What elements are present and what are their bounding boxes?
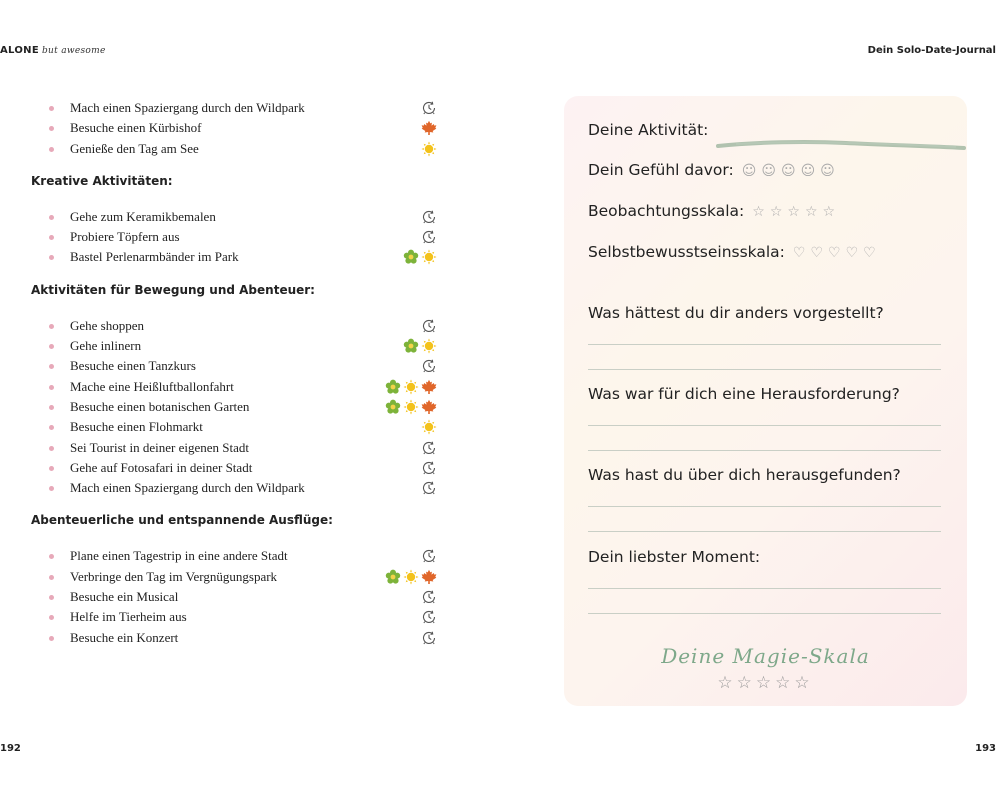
- bullet-dot: [49, 446, 54, 451]
- question-discovered: Was hast du über dich herausgefunden?: [588, 466, 901, 484]
- page-number-left: 192: [0, 743, 21, 754]
- sun-icon: [421, 141, 437, 157]
- bullet-dot: [49, 255, 54, 260]
- section-list: [31, 316, 451, 499]
- star-icon[interactable]: ☆: [794, 673, 814, 693]
- activity-item: [31, 316, 451, 336]
- answer-line[interactable]: [588, 506, 941, 507]
- activity-item: [31, 587, 451, 607]
- season-icons: [371, 459, 437, 477]
- answer-line[interactable]: [588, 450, 941, 451]
- section-title: Abenteuerliche und entspannende Ausflüge:: [31, 513, 333, 528]
- sun-icon: [421, 419, 437, 435]
- season-icons: [371, 208, 437, 226]
- activity-item: [31, 227, 451, 247]
- activity-item: [31, 628, 451, 648]
- clock-icon: [421, 358, 437, 374]
- clock-icon: [421, 318, 437, 334]
- smiley-icon[interactable]: ☺: [800, 162, 816, 179]
- clock-icon: [421, 440, 437, 456]
- activity-text: Probiere Töpfern aus: [70, 229, 180, 245]
- sun-icon: [421, 249, 437, 265]
- page-number-right: 193: [975, 743, 996, 754]
- magic-scale-rating[interactable]: [564, 673, 967, 693]
- season-icons: [371, 140, 437, 158]
- bullet-dot: [49, 126, 54, 131]
- clock-icon: [421, 209, 437, 225]
- star-icon[interactable]: ☆: [822, 203, 836, 220]
- activity-text: Besuche einen Kürbishof: [70, 120, 202, 136]
- clock-icon: [421, 460, 437, 476]
- activity-item: [31, 546, 451, 566]
- activity-item: [31, 118, 451, 138]
- brand-main: ALONE: [0, 45, 39, 56]
- season-icons: [371, 418, 437, 436]
- bullet-dot: [49, 147, 54, 152]
- answer-line[interactable]: [588, 588, 941, 589]
- answer-line[interactable]: [588, 531, 941, 532]
- brush-stroke-line: [716, 138, 966, 152]
- season-icons: [371, 479, 437, 497]
- clock-icon: [421, 609, 437, 625]
- season-icons: [371, 629, 437, 647]
- clock-icon: [421, 589, 437, 605]
- season-icons: [371, 588, 437, 606]
- activity-text: Besuche ein Konzert: [70, 629, 179, 645]
- heart-icon[interactable]: ♡: [828, 244, 841, 261]
- bullet-dot: [49, 385, 54, 390]
- season-icons: [371, 439, 437, 457]
- maple-leaf-icon: [421, 399, 437, 415]
- activity-text: Besuche ein Musical: [70, 589, 179, 605]
- activity-text: Gehe inlinern: [70, 338, 142, 354]
- bullet-dot: [49, 405, 54, 410]
- activity-item: [31, 207, 451, 227]
- confidence-row: [588, 243, 876, 261]
- confidence-label: Selbstbewusstseinsskala:: [588, 243, 785, 261]
- activity-text: Mach einen Spaziergang durch den Wildpark: [70, 100, 305, 115]
- bullet-dot: [49, 595, 54, 600]
- bullet-dot: [49, 636, 54, 641]
- activity-text: Gehe auf Fotosafari in deiner Stadt: [70, 459, 253, 475]
- sun-icon: [403, 379, 419, 395]
- clock-icon: [421, 548, 437, 564]
- answer-line[interactable]: [588, 344, 941, 345]
- activity-text: Mach einen Spaziergang durch den Wildpark: [70, 480, 305, 496]
- activity-item: [31, 478, 451, 498]
- season-icons: [371, 568, 437, 586]
- activity-text: Gehe shoppen: [70, 317, 145, 333]
- activity-sections: [31, 159, 451, 648]
- question-favorite-moment: Dein liebster Moment:: [588, 548, 761, 566]
- activity-item: [31, 356, 451, 376]
- observation-row: [588, 202, 835, 220]
- clock-icon: [421, 630, 437, 646]
- activity-item: [31, 417, 451, 437]
- bullet-dot: [49, 466, 54, 471]
- sun-icon: [403, 399, 419, 415]
- section-list: [31, 546, 451, 647]
- activity-text: Besuche einen botanischen Garten: [70, 398, 250, 414]
- journal-title: Dein Solo-Date-Journal: [867, 45, 996, 56]
- bullet-dot: [49, 324, 54, 329]
- season-icons: [371, 228, 437, 246]
- activity-item: [31, 139, 451, 159]
- feeling-row: [588, 161, 835, 179]
- activity-item: [31, 438, 451, 458]
- star-icon[interactable]: ☆: [755, 673, 776, 693]
- bullet-dot: [49, 235, 54, 240]
- activity-text: Gehe zum Keramikbemalen: [70, 208, 216, 224]
- activity-item: [31, 247, 451, 267]
- clock-icon: [421, 229, 437, 245]
- feeling-rating[interactable]: [742, 164, 835, 178]
- activity-text: Mache eine Heißluftballonfahrt: [70, 378, 234, 394]
- bullet-dot: [49, 425, 54, 430]
- section-title: Kreative Aktivitäten:: [31, 173, 173, 188]
- answer-line[interactable]: [588, 425, 941, 426]
- activity-text: Verbringe den Tag im Vergnügungspark: [70, 568, 278, 584]
- activity-item: [31, 377, 451, 397]
- brand-header: [0, 45, 106, 56]
- heart-icon[interactable]: ♡: [845, 244, 859, 261]
- journal-card: [564, 96, 967, 706]
- star-icon[interactable]: ☆: [769, 203, 783, 220]
- season-icons: [371, 119, 437, 137]
- season-icons: [371, 547, 437, 565]
- question-imagined: Was hättest du dir anders vorgestellt?: [588, 304, 884, 322]
- activity-text: Genieße den Tag am See: [70, 140, 199, 156]
- smiley-icon[interactable]: ☺: [761, 162, 776, 179]
- clock-icon: [421, 480, 437, 496]
- activity-item: [31, 336, 451, 356]
- smiley-icon[interactable]: ☺: [820, 162, 835, 179]
- star-icon[interactable]: ☆: [752, 203, 765, 220]
- bullet-dot: [49, 615, 54, 620]
- clock-icon: [421, 100, 437, 116]
- feeling-label: Dein Gefühl davor:: [588, 161, 734, 179]
- sun-icon: [421, 338, 437, 354]
- maple-leaf-icon: [421, 120, 437, 136]
- activity-text: Besuche einen Flohmarkt: [70, 419, 203, 435]
- flower-icon: [385, 569, 401, 585]
- season-icons: [371, 337, 437, 355]
- star-icon[interactable]: ☆: [804, 203, 818, 220]
- star-icon[interactable]: ☆: [717, 673, 737, 693]
- bullet-dot: [49, 486, 54, 491]
- activity-text: Helfe im Tierheim aus: [70, 609, 187, 625]
- bullet-dot: [49, 344, 54, 349]
- activity-item: [31, 567, 451, 587]
- activity-item: [31, 98, 451, 118]
- flower-icon: [385, 399, 401, 415]
- season-icons: [371, 398, 437, 416]
- bullet-dot: [49, 364, 54, 369]
- answer-line[interactable]: [588, 613, 941, 614]
- activity-item: [31, 458, 451, 478]
- flower-icon: [385, 379, 401, 395]
- maple-leaf-icon: [421, 379, 437, 395]
- maple-leaf-icon: [421, 569, 437, 585]
- confidence-rating[interactable]: [793, 246, 876, 260]
- bullet-dot: [49, 215, 54, 220]
- star-icon[interactable]: ☆: [787, 203, 800, 220]
- section-title: Aktivitäten für Bewegung und Abenteuer:: [31, 282, 315, 297]
- activity-list-page: [31, 98, 451, 648]
- intro-list: [31, 98, 451, 159]
- star-icon[interactable]: ☆: [736, 673, 756, 693]
- activity-text: Bastel Perlenarmbänder im Park: [70, 249, 239, 265]
- bullet-dot: [49, 554, 54, 559]
- section-list: [31, 207, 451, 268]
- activity-text: Plane einen Tagestrip in eine andere Stadt: [70, 548, 288, 564]
- sun-icon: [403, 569, 419, 585]
- star-icon[interactable]: ☆: [775, 673, 795, 693]
- activity-text: Sei Tourist in deiner eigenen Stadt: [70, 439, 250, 455]
- flower-icon: [403, 249, 419, 265]
- smiley-icon[interactable]: ☺: [741, 162, 757, 179]
- activity-item: [31, 397, 451, 417]
- season-icons: [371, 248, 437, 266]
- season-icons: [371, 317, 437, 335]
- activity-label: Deine Aktivität:: [588, 121, 709, 139]
- season-icons: [371, 357, 437, 375]
- bullet-dot: [49, 106, 54, 111]
- heart-icon[interactable]: ♡: [792, 244, 806, 261]
- activity-item: [31, 607, 451, 627]
- smiley-icon[interactable]: ☺: [780, 162, 796, 179]
- bullet-dot: [49, 575, 54, 580]
- observation-rating[interactable]: [752, 205, 835, 219]
- heart-icon[interactable]: ♡: [863, 244, 876, 261]
- brand-script: but awesome: [41, 46, 106, 56]
- observation-label: Beobachtungsskala:: [588, 202, 745, 220]
- season-icons: [371, 378, 437, 396]
- answer-line[interactable]: [588, 369, 941, 370]
- magic-scale-title: Deine Magie-Skala: [661, 644, 870, 668]
- activity-text: Besuche einen Tanzkurs: [70, 358, 196, 374]
- question-challenge: Was war für dich eine Herausforderung?: [588, 385, 900, 403]
- flower-icon: [403, 338, 419, 354]
- season-icons: [371, 99, 437, 117]
- season-icons: [371, 608, 437, 626]
- heart-icon[interactable]: ♡: [810, 244, 824, 261]
